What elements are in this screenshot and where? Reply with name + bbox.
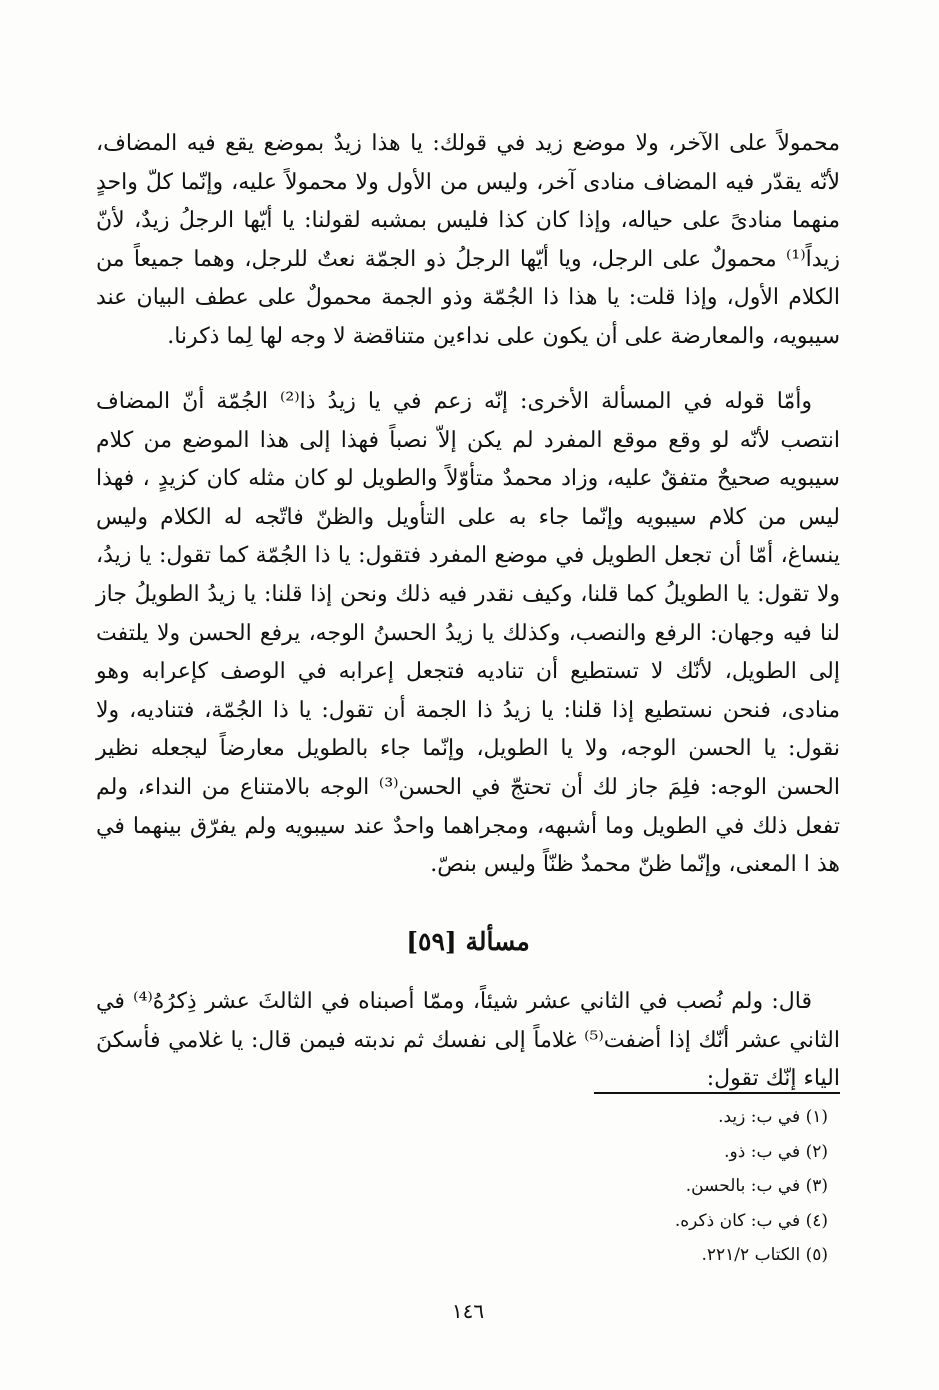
- paragraph-text: وأمّا قوله في المسألة الأخرى: إنّه زعم في يا زيدُ ذا⁽²⁾ الجُمّة أنّ المضاف انتصب لأنّه لو وقع موقع المفرد لم يكن إلاّ نصباً فهذا إلى هذا الموضع من كلام سيبويه صحيحٌ متفقٌ عليه، وزاد محمدٌ متأوّلاً والطويل لو كان مثله كان كزيدٍ ، فهذا ليس من كلام سيبويه وإنّما جاء به على التأويل والظنّ فاتّجه له الكلام وليس ينساغ، أمّا أن تجعل الطويل في موضع المفرد فتقول: يا ذا الجُمّة كما تقول: يا زيدُ، ولا تقول: يا الطويلُ كما قلنا، وكيف نقدر فيه ذلك ونحن إذا قلنا: يا زيدُ الطويلُ جاز لنا فيه وجهان: الرفع والنصب، وكذلك يا زيدُ الحسنُ الوجه، يرفع الحسن ولا يلتفت إلى الطويل، لأنّك لا تستطيع أن تناديه فتجعل إعرابه في الوصف كإعرابه وهو منادى، فنحن نستطيع إذا قلنا: يا زيدُ ذا الجمة أن تقول: يا ذا الجُمّة، فتناديه، ولا نقول: يا الحسن الوجه، ولا يا الطويل، وإنّما جاء بالطويل معارضاً ليجعله نظير الحسن الوجه: فلِمَ جاز لك أن تحتجّ في الحسن⁽³⁾ الوجه بالامتناع من النداء، ولم تفعل ذلك في الطويل وما أشبهه، ومجراهما واحدٌ عند سيبويه ولم يفرّق بينهما في هذ ا المعنى، وإنّما ظنّ محمدٌ ظنّاً وليس بنصّ.: [96, 389, 841, 878]
- paragraph-text: قال: ولم نُصب في الثاني عشر شيئاً، وممّا أصبناه في الثالثَ عشر ذِكرُهُ⁽⁴⁾ في الثاني عشر أنّك إذا أضفت⁽⁵⁾ غلاماً إلى نفسك ثم ندبته فيمن قال: يا غلامي فأسكنَ الياء إنّك تقول:: [96, 989, 840, 1092]
- paragraph-3: [96, 983, 840, 1099]
- paragraph-1: [96, 125, 840, 357]
- footnotes-list: [96, 1100, 840, 1273]
- footnote-separator: [594, 1092, 840, 1094]
- paragraph-text: محمولاً على الآخر، ولا موضع زيد في قولك: يا هذا زيدٌ بموضع يقع فيه المضاف، لأنّه يقدّر فيه المضاف منادى آخر، وليس من الأول ولا محمولاً عليه، وإنّما كلّ واحدٍ منهما منادىً على حياله، وإذا كان كذا فليس بمشبه لقولنا: يا أيّها الرجلُ زيدٌ، لأنّ زيداً⁽¹⁾ محمولٌ على الرجل، ويا أيّها الرجلُ ذو الجمّة نعتٌ للرجل، وهما جميعاً من الكلام الأول، وإذا قلت: يا هذا ذا الجُمّة وذو الجمة محمولٌ على عطف البيان عند سيبويه، والمعارضة على أن يكون على نداءين متناقضة لا وجه لها لِما ذكرنا.: [96, 131, 840, 349]
- section-heading: مسألة [٥٩]: [406, 927, 530, 956]
- footnote-1: (١) في ب: زيد.: [718, 1107, 828, 1127]
- footnote-3: (٣) في ب: بالحسن.: [685, 1176, 828, 1196]
- footnote-5: (٥) الكتاب ٢٢١/٢.: [701, 1245, 828, 1265]
- footnote-4: (٤) في ب: كان ذكره.: [674, 1210, 828, 1231]
- paragraph-2: [96, 383, 840, 885]
- page-number: ١٤٦: [451, 1299, 485, 1323]
- footnote-2: (٢) في ب: ذو.: [724, 1141, 828, 1162]
